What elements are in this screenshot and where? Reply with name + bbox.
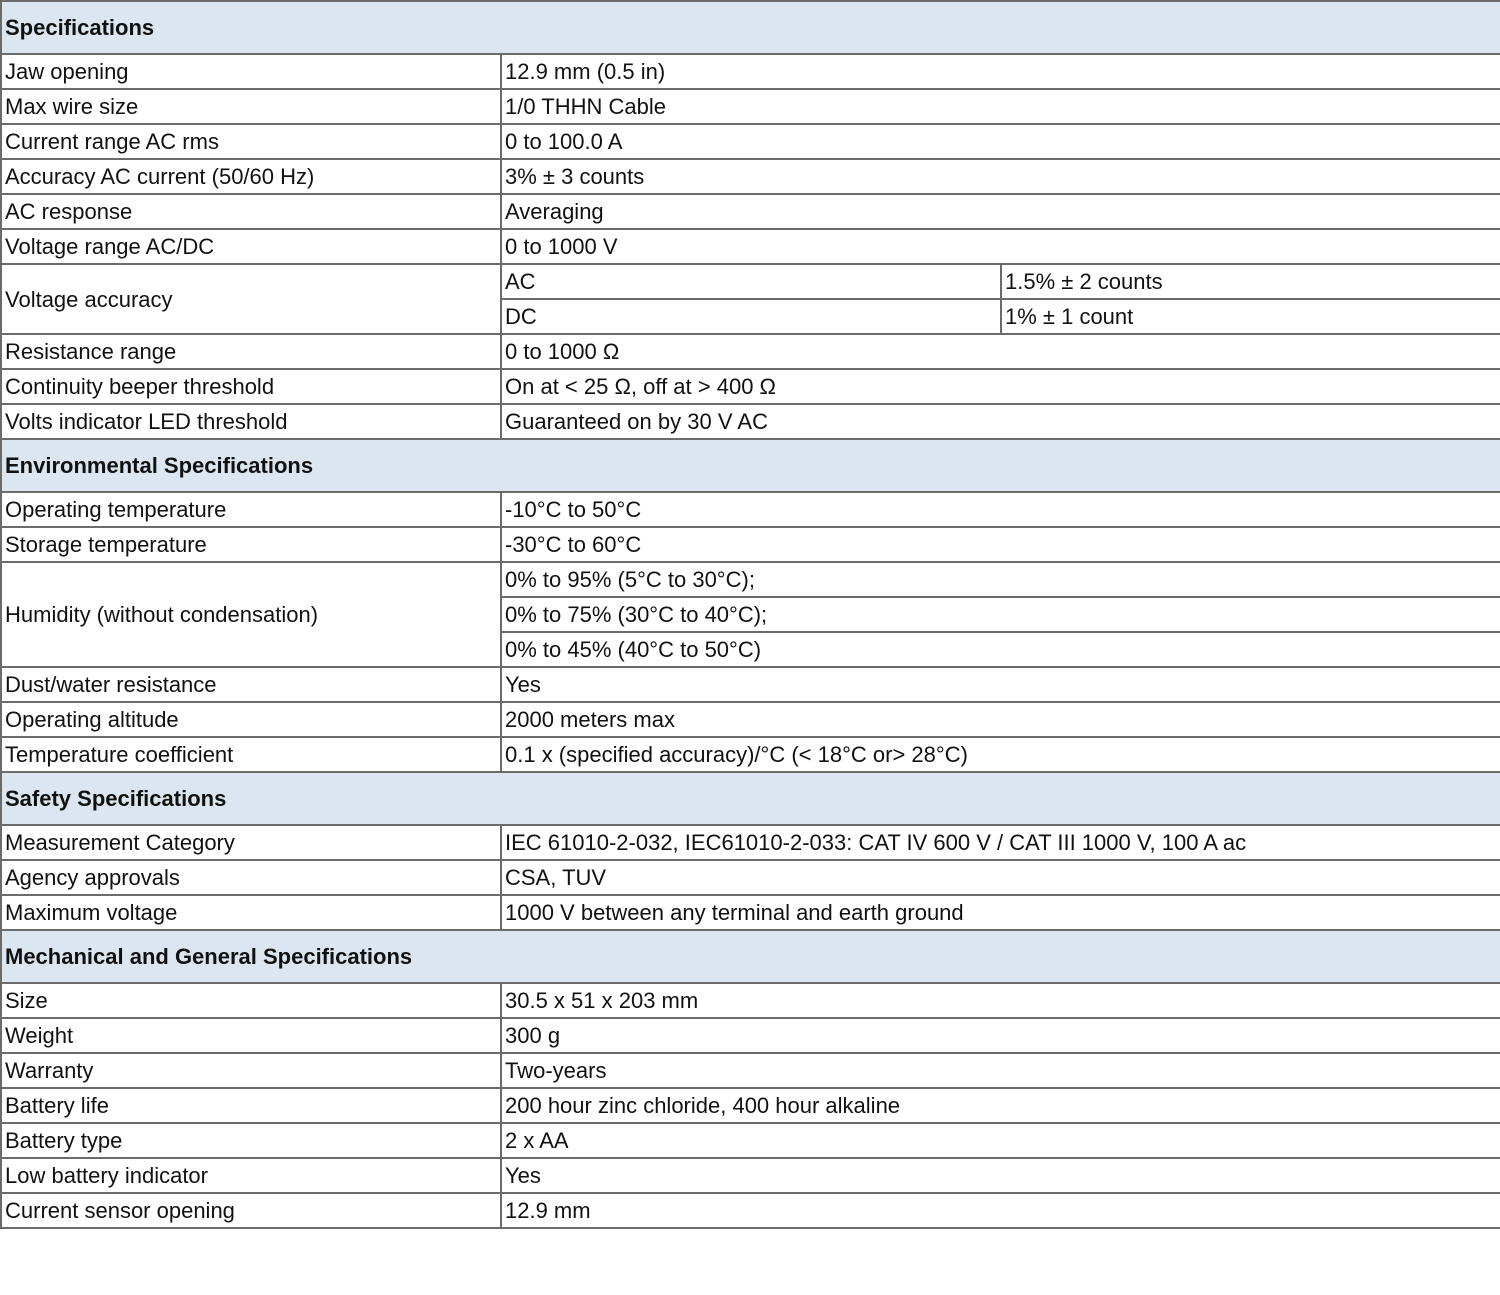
table-row: [1, 737, 1500, 772]
table-row: [1, 54, 1500, 89]
row-value: Yes: [501, 1158, 1500, 1193]
row-label: Maximum voltage: [1, 895, 501, 930]
table-row: [1, 89, 1500, 124]
table-row: [1, 825, 1500, 860]
row-value: Averaging: [501, 194, 1500, 229]
row-value: 12.9 mm: [501, 1193, 1500, 1228]
row-label: AC response: [1, 194, 501, 229]
voltage-accuracy-value: 1% ± 1 count: [1001, 299, 1500, 334]
table-row: [1, 895, 1500, 930]
row-value: CSA, TUV: [501, 860, 1500, 895]
section-header-mechanical: [1, 930, 1500, 983]
row-value: Yes: [501, 667, 1500, 702]
row-value: 1000 V between any terminal and earth ground: [501, 895, 1500, 930]
table-row: [1, 194, 1500, 229]
row-label: Operating altitude: [1, 702, 501, 737]
row-label: Current sensor opening: [1, 1193, 501, 1228]
row-value: 30.5 x 51 x 203 mm: [501, 983, 1500, 1018]
humidity-value: 0% to 75% (30°C to 40°C);: [501, 597, 1500, 632]
row-value: On at < 25 Ω, off at > 400 Ω: [501, 369, 1500, 404]
row-value: 3% ± 3 counts: [501, 159, 1500, 194]
row-value: 12.9 mm (0.5 in): [501, 54, 1500, 89]
section-title: Environmental Specifications: [1, 439, 1500, 492]
row-label: Resistance range: [1, 334, 501, 369]
row-value: IEC 61010-2-032, IEC61010-2-033: CAT IV 600 V / CAT III 1000 V, 100 A ac: [501, 825, 1500, 860]
voltage-type: DC: [501, 299, 1001, 334]
section-title: Safety Specifications: [1, 772, 1500, 825]
row-label: Operating temperature: [1, 492, 501, 527]
row-value: 300 g: [501, 1018, 1500, 1053]
row-label: Battery life: [1, 1088, 501, 1123]
row-value: 0 to 1000 Ω: [501, 334, 1500, 369]
row-label: Size: [1, 983, 501, 1018]
row-value: -10°C to 50°C: [501, 492, 1500, 527]
table-row: [1, 527, 1500, 562]
row-label: Storage temperature: [1, 527, 501, 562]
row-label: Agency approvals: [1, 860, 501, 895]
row-label: Warranty: [1, 1053, 501, 1088]
row-label: Jaw opening: [1, 54, 501, 89]
section-header-environmental: [1, 439, 1500, 492]
row-label: Temperature coefficient: [1, 737, 501, 772]
table-row: [1, 860, 1500, 895]
table-row: [1, 264, 1500, 299]
row-label: Current range AC rms: [1, 124, 501, 159]
voltage-accuracy-value: 1.5% ± 2 counts: [1001, 264, 1500, 299]
table-row: [1, 702, 1500, 737]
row-label: Battery type: [1, 1123, 501, 1158]
row-value: -30°C to 60°C: [501, 527, 1500, 562]
table-row: [1, 404, 1500, 439]
table-row: [1, 369, 1500, 404]
table-row: [1, 334, 1500, 369]
row-label: Voltage accuracy: [1, 264, 501, 334]
row-label: Accuracy AC current (50/60 Hz): [1, 159, 501, 194]
row-value: 0 to 100.0 A: [501, 124, 1500, 159]
row-value: 0 to 1000 V: [501, 229, 1500, 264]
table-row: [1, 159, 1500, 194]
section-header-safety: [1, 772, 1500, 825]
row-value: Two-years: [501, 1053, 1500, 1088]
row-value: 200 hour zinc chloride, 400 hour alkaline: [501, 1088, 1500, 1123]
row-value: 0.1 x (specified accuracy)/°C (< 18°C or> 28°C): [501, 737, 1500, 772]
row-label: Dust/water resistance: [1, 667, 501, 702]
table-row: [1, 562, 1500, 597]
row-value: Guaranteed on by 30 V AC: [501, 404, 1500, 439]
table-row: [1, 1123, 1500, 1158]
row-label: Volts indicator LED threshold: [1, 404, 501, 439]
row-value: 2000 meters max: [501, 702, 1500, 737]
row-label: Measurement Category: [1, 825, 501, 860]
table-row: [1, 1193, 1500, 1228]
row-label: Low battery indicator: [1, 1158, 501, 1193]
humidity-value: 0% to 45% (40°C to 50°C): [501, 632, 1500, 667]
row-label: Continuity beeper threshold: [1, 369, 501, 404]
row-value: 1/0 THHN Cable: [501, 89, 1500, 124]
table-row: [1, 492, 1500, 527]
row-value: 2 x AA: [501, 1123, 1500, 1158]
voltage-type: AC: [501, 264, 1001, 299]
humidity-value: 0% to 95% (5°C to 30°C);: [501, 562, 1500, 597]
table-row: [1, 1088, 1500, 1123]
row-label: Max wire size: [1, 89, 501, 124]
table-row: [1, 1053, 1500, 1088]
table-row: [1, 667, 1500, 702]
section-header-specifications: [1, 1, 1500, 54]
row-label: Weight: [1, 1018, 501, 1053]
table-row: [1, 124, 1500, 159]
table-row: [1, 229, 1500, 264]
table-row: [1, 983, 1500, 1018]
table-row: [1, 1018, 1500, 1053]
section-title: Mechanical and General Specifications: [1, 930, 1500, 983]
table-row: [1, 1158, 1500, 1193]
row-label: Humidity (without condensation): [1, 562, 501, 667]
section-title: Specifications: [1, 1, 1500, 54]
row-label: Voltage range AC/DC: [1, 229, 501, 264]
